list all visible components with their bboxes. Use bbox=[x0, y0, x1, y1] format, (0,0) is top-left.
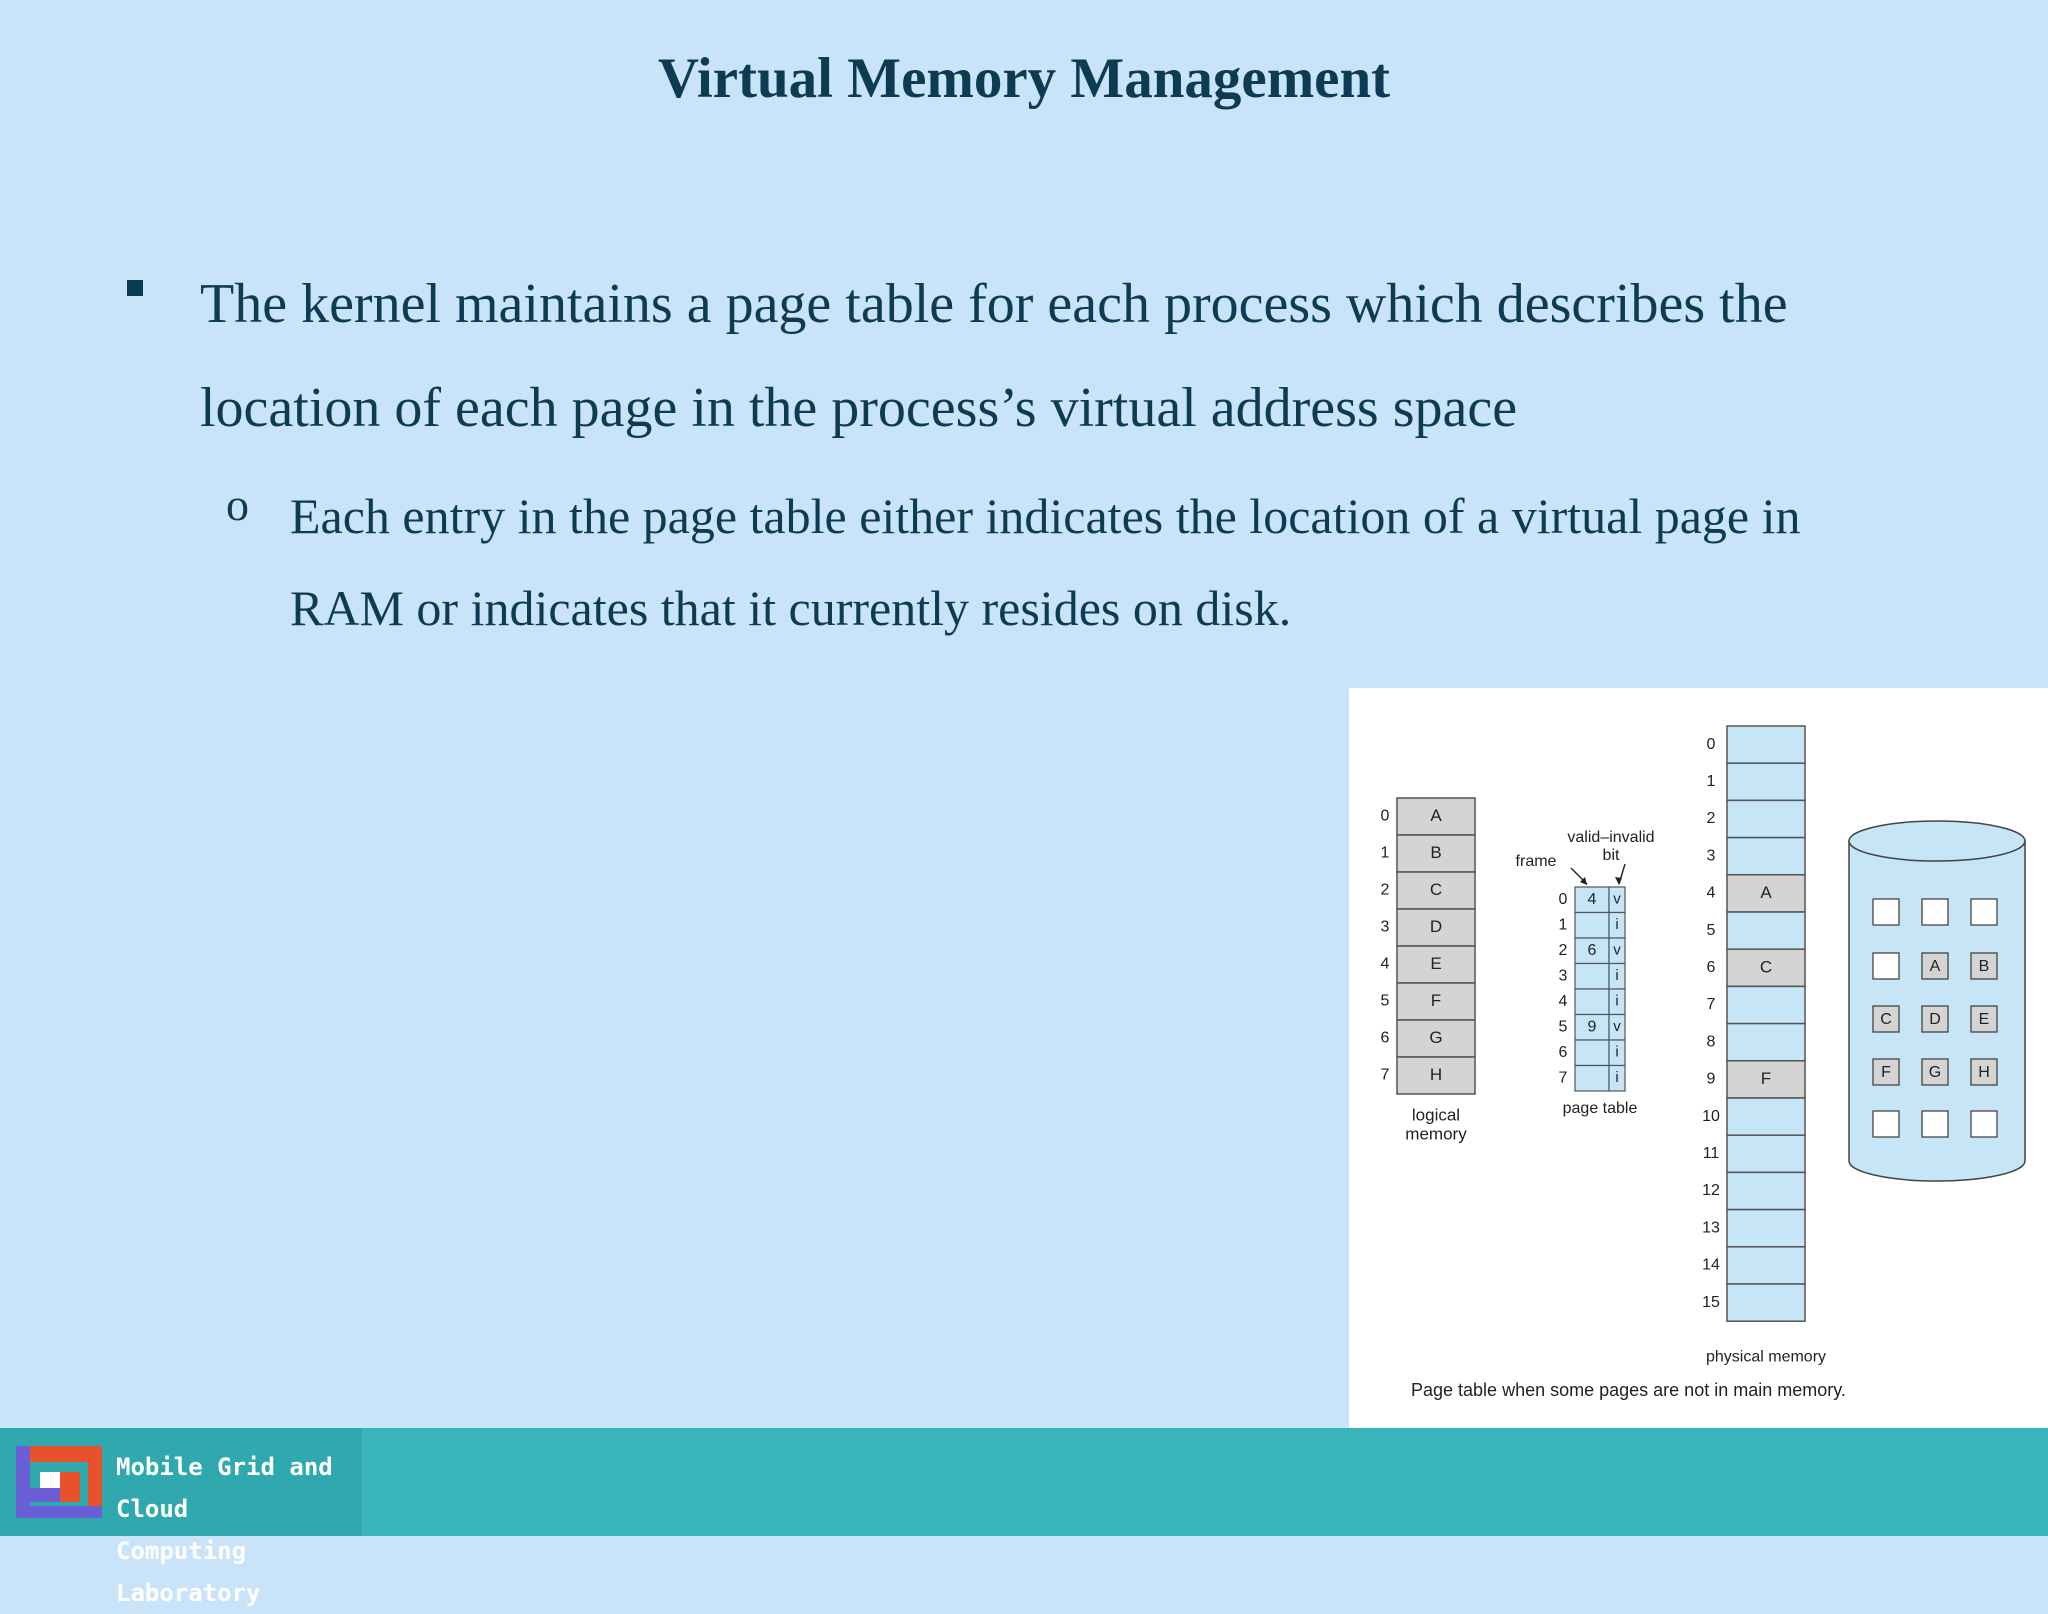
physical-index-label: 0 bbox=[1706, 735, 1716, 753]
logical-index-label: 5 bbox=[1380, 992, 1390, 1010]
disk-block bbox=[1922, 1111, 1948, 1137]
physical-memory-frame bbox=[1727, 986, 1805, 1023]
valid-invalid-label: valid–invalid bbox=[1567, 829, 1655, 847]
physical-index-label: 2 bbox=[1706, 810, 1716, 828]
page-table-valid-bit: i bbox=[1615, 916, 1619, 934]
logical-memory-label: logical bbox=[1411, 1105, 1461, 1125]
page-table-index-label: 0 bbox=[1558, 890, 1568, 908]
physical-index-label: 1 bbox=[1706, 773, 1716, 791]
physical-index-label: 8 bbox=[1706, 1033, 1716, 1051]
logical-page-label: H bbox=[1429, 1064, 1443, 1084]
physical-page-label: F bbox=[1760, 1068, 1772, 1088]
lab-name-line2: Computing Laboratory bbox=[116, 1537, 261, 1607]
page-table-frame-cell bbox=[1575, 1066, 1609, 1092]
lab-name-line1: Mobile Grid and Cloud bbox=[116, 1453, 333, 1523]
lab-logo bbox=[0, 1428, 362, 1607]
physical-index-label: 12 bbox=[1702, 1182, 1720, 1200]
logical-index-label: 6 bbox=[1380, 1029, 1390, 1047]
physical-index-label: 10 bbox=[1702, 1107, 1720, 1125]
bullet-level1: The kernel maintains a page table for each process which describes the location of each page in the process’s virtual address space bbox=[200, 273, 1788, 439]
logical-index-label: 4 bbox=[1380, 955, 1390, 973]
physical-memory-frame bbox=[1727, 1098, 1805, 1135]
page-table-valid-bit: v bbox=[1613, 941, 1621, 959]
page-table-index-label: 5 bbox=[1558, 1018, 1568, 1036]
page-table-frame-cell bbox=[1575, 913, 1609, 939]
physical-memory-frame bbox=[1727, 800, 1805, 837]
disk-top bbox=[1849, 821, 2025, 861]
page-table-index-label: 6 bbox=[1558, 1043, 1568, 1061]
page-table-label: page table bbox=[1562, 1100, 1638, 1118]
physical-index-label: 7 bbox=[1706, 996, 1716, 1014]
disk-page-label: A bbox=[1929, 958, 1941, 976]
page-table-valid-bit: i bbox=[1615, 992, 1619, 1010]
page-table-figure bbox=[1349, 688, 2048, 1428]
logical-memory-label: memory bbox=[1405, 1124, 1467, 1144]
page-table-valid-bit: i bbox=[1615, 1043, 1619, 1061]
page-table-frame-value: 9 bbox=[1587, 1018, 1597, 1036]
logical-index-label: 3 bbox=[1380, 918, 1390, 936]
physical-memory-frame bbox=[1727, 838, 1805, 875]
physical-memory-label: physical memory bbox=[1705, 1348, 1827, 1366]
disk-page-label: F bbox=[1881, 1064, 1891, 1082]
logical-page-label: B bbox=[1430, 842, 1442, 862]
physical-index-label: 14 bbox=[1702, 1256, 1720, 1274]
bullet-square-marker bbox=[127, 280, 143, 296]
page-table-valid-bit: i bbox=[1615, 1069, 1619, 1087]
logical-index-label: 2 bbox=[1380, 881, 1390, 899]
physical-index-label: 13 bbox=[1702, 1219, 1720, 1237]
page-table-frame-cell bbox=[1575, 989, 1609, 1015]
physical-index-label: 5 bbox=[1706, 921, 1716, 939]
physical-memory-frame bbox=[1727, 1135, 1805, 1172]
physical-memory-frame bbox=[1727, 1210, 1805, 1247]
physical-memory-frame bbox=[1727, 1172, 1805, 1209]
page-table-frame-cell bbox=[1575, 1040, 1609, 1066]
page-table-index-label: 2 bbox=[1558, 941, 1568, 959]
physical-memory-frame bbox=[1727, 1024, 1805, 1061]
disk-block bbox=[1873, 1111, 1899, 1137]
physical-memory-frame bbox=[1727, 1284, 1805, 1321]
frame-label: frame bbox=[1515, 853, 1557, 871]
physical-memory-frame bbox=[1727, 726, 1805, 763]
disk-block bbox=[1873, 953, 1899, 979]
disk-page-label: D bbox=[1929, 1011, 1941, 1029]
figure-caption: Page table when some pages are not in main memory. bbox=[1411, 1379, 1846, 1400]
page-table-valid-bit: v bbox=[1613, 1018, 1621, 1036]
physical-index-label: 6 bbox=[1706, 959, 1716, 977]
page-table-frame-value: 6 bbox=[1587, 941, 1597, 959]
physical-index-label: 11 bbox=[1702, 1145, 1720, 1163]
physical-index-label: 9 bbox=[1706, 1070, 1716, 1088]
lab-logo-icon bbox=[0, 1428, 110, 1536]
disk-page-label: B bbox=[1978, 958, 1990, 976]
logical-index-label: 0 bbox=[1380, 807, 1390, 825]
page-table-valid-bit: i bbox=[1615, 967, 1619, 985]
disk-block bbox=[1873, 899, 1899, 925]
physical-memory-frame bbox=[1727, 763, 1805, 800]
page-table-diagram bbox=[1349, 688, 2048, 1428]
bullet-circle-marker: o bbox=[226, 479, 249, 530]
disk-block bbox=[1971, 1111, 1997, 1137]
footer-bar bbox=[0, 1428, 2048, 1607]
bullet-level2: Each entry in the page table either indicates the location of a virtual page in RAM or indicates that it currently resides on disk. bbox=[290, 488, 1801, 636]
logical-page-label: A bbox=[1430, 805, 1442, 825]
logical-page-label: D bbox=[1429, 916, 1443, 936]
physical-page-label: A bbox=[1760, 882, 1772, 902]
page-table-frame-cell bbox=[1575, 964, 1609, 990]
valid-bit-arrowhead bbox=[1615, 877, 1622, 885]
disk-page-label: G bbox=[1928, 1064, 1942, 1082]
page-table-valid-bit: v bbox=[1613, 890, 1621, 908]
page-table-index-label: 1 bbox=[1558, 916, 1568, 934]
physical-page-label: C bbox=[1759, 957, 1773, 977]
page-table-index-label: 4 bbox=[1558, 992, 1568, 1010]
disk-page-label: C bbox=[1880, 1011, 1892, 1029]
disk-page-label: E bbox=[1978, 1011, 1990, 1029]
disk-page-label: H bbox=[1978, 1064, 1990, 1082]
logical-page-label: G bbox=[1429, 1027, 1443, 1047]
disk-block bbox=[1971, 899, 1997, 925]
physical-index-label: 3 bbox=[1706, 847, 1716, 865]
physical-index-label: 4 bbox=[1706, 884, 1716, 902]
slide-title: Virtual Memory Management bbox=[657, 47, 1391, 110]
logical-page-label: F bbox=[1430, 990, 1442, 1010]
disk-block bbox=[1922, 899, 1948, 925]
physical-memory-frame bbox=[1727, 1247, 1805, 1284]
page-table-frame-value: 4 bbox=[1587, 890, 1597, 908]
logical-index-label: 1 bbox=[1380, 844, 1390, 862]
physical-index-label: 15 bbox=[1702, 1293, 1720, 1311]
logical-index-label: 7 bbox=[1380, 1066, 1390, 1084]
page-table-index-label: 3 bbox=[1558, 967, 1568, 985]
logical-page-label: C bbox=[1429, 879, 1443, 899]
valid-invalid-label: bit bbox=[1602, 847, 1620, 865]
logical-page-label: E bbox=[1430, 953, 1442, 973]
physical-memory-frame bbox=[1727, 912, 1805, 949]
lab-name bbox=[116, 1446, 362, 1614]
page-table-index-label: 7 bbox=[1558, 1069, 1568, 1087]
